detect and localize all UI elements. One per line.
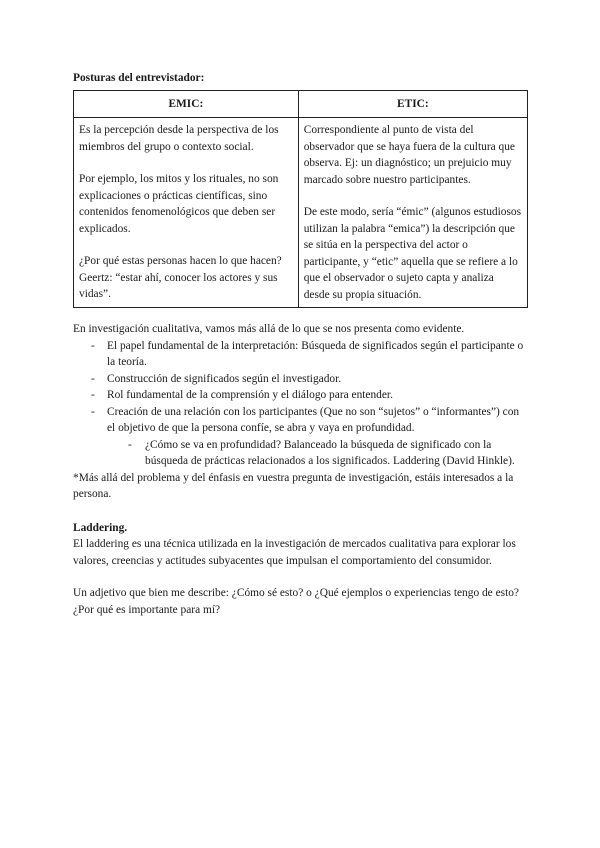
bullet-list <box>73 338 528 437</box>
table-header-row <box>74 90 528 118</box>
emic-cell <box>74 118 299 308</box>
etic-header: ETIC: <box>298 90 527 118</box>
sub-list-item: - ¿Cómo se va en profundidad? Balanceado la búsqueda de significado con la búsqueda de prácticas relacionados a los significados. Laddering (David Hinkle). <box>73 437 528 470</box>
etic-paragraph: De este modo, sería “émic” (algunos estudiosos utilizan la palabra “emica”) la descripción que se sitúa en la perspectiva del actor o participante, y “etic” aquella que se refiere a lo que el observador o sujeto capta y analiza desde su propia situación. <box>303 206 522 301</box>
emic-paragraph: ¿Por qué estas personas hacen lo que hacen? Geertz: “estar ahí, conocer los actores y sus vidas”. <box>79 255 282 300</box>
table-row <box>74 118 528 308</box>
sub-bullet-list <box>73 437 528 470</box>
note-paragraph: *Más allá del problema y del énfasis en vuestra pregunta de investigación, estáis interesados a la persona. <box>73 471 514 500</box>
list-item: - Creación de una relación con los participantes (Que no son “sujetos” o “informantes”) con el objetivo de que la persona confíe, se abra y vaya en profundidad. <box>73 404 528 437</box>
list-item: - Rol fundamental de la comprensión y el diálogo para entender. <box>73 387 528 404</box>
emic-paragraph: Por ejemplo, los mitos y los rituales, no son explicaciones o prácticas científicas, sino contenidos fenomenológicos que deben ser explicados. <box>79 173 279 235</box>
postures-title: Posturas del entrevistador: <box>73 72 205 84</box>
intro-paragraph: En investigación cualitativa, vamos más allá de lo que se nos presenta como evidente. <box>73 323 465 335</box>
list-item: - Construcción de significados según el investigador. <box>73 371 528 388</box>
document-page <box>73 70 528 618</box>
etic-cell <box>298 118 527 308</box>
emic-paragraph: Es la percepción desde la perspectiva de los miembros del grupo o contexto social. <box>79 124 279 153</box>
emic-etic-table <box>73 90 528 309</box>
laddering-title: Laddering. <box>73 521 128 534</box>
list-item: - El papel fundamental de la interpretación: Búsqueda de significados según el participante o la teoría. <box>73 338 528 371</box>
laddering-question: Un adjetivo que bien me describe: ¿Cómo sé esto? o ¿Qué ejemplos o experiencias tengo de esto? ¿Por qué es importante para mí? <box>73 587 519 616</box>
laddering-description: El laddering es una técnica utilizada en la investigación de mercados cualitativa para explorar los valores, creencias y actitudes subyacentes que impulsan el comportamiento del consumidor. <box>73 538 516 567</box>
emic-header: EMIC: <box>74 90 299 118</box>
etic-paragraph: Correspondiente al punto de vista del observador que se haya fuera de la cultura que observa. Ej: un diagnóstico; un prejuicio muy marcado sobre nuestro participantes. <box>303 124 515 186</box>
